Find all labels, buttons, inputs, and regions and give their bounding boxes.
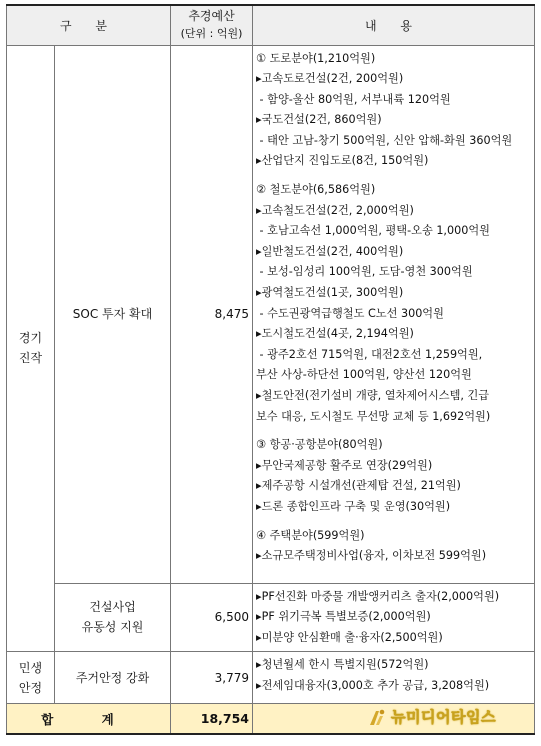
content-line: ▸산업단지 진입도로(8건, 150억원)	[256, 154, 429, 168]
content-line: ③ 항공·공항분야(80억원)	[256, 438, 383, 452]
header-category	[7, 5, 171, 45]
category-livelihood	[7, 652, 55, 704]
content-line: ▸PF선진화 마중물 개발앵커리츠 출자(2,000억원)	[256, 589, 500, 603]
category-livelihood-label: 민생 안정	[18, 660, 43, 695]
header-budget-unit: (단위 : 억원)	[180, 27, 243, 41]
content-line: ▸고속도로건설(2건, 200억원)	[256, 72, 404, 86]
row-construction	[7, 583, 535, 652]
content-line: - 수도권광역급행철도 C노선 300억원	[256, 306, 444, 320]
content-gap	[256, 518, 532, 526]
content-line: ▸도시철도건설(4곳, 2,194억원)	[256, 327, 414, 341]
content-line: ▸미분양 안심환매 출·융자(2,500억원)	[256, 630, 443, 644]
amount-construction: 6,500	[171, 583, 253, 652]
content-gap	[256, 172, 532, 180]
content-construction	[253, 583, 535, 652]
content-line: 보수 대응, 도시철도 무선망 교체 등 1,692억원)	[256, 409, 491, 423]
content-line: - 함양-울산 80억원, 서부내륙 120억원	[256, 92, 451, 106]
subcategory-soc: SOC 투자 확대	[55, 45, 171, 583]
content-line: ④ 주택분야(599억원)	[256, 528, 365, 542]
content-line: ▸광역철도건설(1곳, 300억원)	[256, 286, 404, 300]
header-budget-title: 추경예산	[188, 9, 235, 24]
content-line: ▸전세임대융자(3,000호 추가 공급, 3,208억원)	[256, 678, 490, 692]
content-line: ▸고속철도건설(2건, 2,000억원)	[256, 203, 414, 217]
content-housing	[253, 652, 535, 704]
content-soc	[253, 45, 535, 583]
header-content-label: 내 용	[365, 18, 422, 33]
amount-housing: 3,779	[171, 652, 253, 704]
subcategory-construction-label: 건설사업 유동성 지원	[81, 600, 144, 635]
watermark-logo	[368, 706, 496, 727]
content-line: ▸소규모주택정비사업(융자, 이차보전 599억원)	[256, 549, 487, 563]
content-line: ▸드론 종합인프라 구축 및 운영(30억원)	[256, 499, 451, 513]
subcategory-housing: 주거안정 강화	[55, 652, 171, 704]
header-content	[253, 5, 535, 45]
total-label: 합 계	[7, 704, 171, 734]
header-row	[7, 5, 535, 45]
category-economy-label: 경기 진작	[18, 331, 43, 366]
content-line: ① 도로분야(1,210억원)	[256, 51, 376, 65]
content-line: ▸청년월세 한시 특별지원(572억원)	[256, 658, 429, 672]
content-line: - 보성-임성리 100억원, 도담-영천 300억원	[256, 265, 473, 279]
content-line: ▸국도건설(2건, 860억원)	[256, 113, 382, 127]
content-line: ② 철도분야(6,586억원)	[256, 183, 376, 197]
content-line: ▸철도안전(전기설비 개량, 열차제어시스템, 긴급	[256, 389, 490, 402]
watermark-text: 뉴미디어타임스	[391, 708, 496, 726]
content-line: 부산 사상-하단선 100억원, 양산선 120억원	[256, 368, 472, 382]
content-line: ▸PF 위기극복 특별보증(2,000억원)	[256, 610, 431, 624]
row-soc	[7, 45, 535, 583]
header-budget	[171, 5, 253, 45]
content-line: - 태안 고남-창기 500억원, 신안 압해-화원 360억원	[256, 133, 513, 147]
content-line: - 호남고속선 1,000억원, 평택-오송 1,000억원	[256, 224, 490, 238]
category-economy	[7, 45, 55, 652]
content-gap	[256, 427, 532, 435]
row-housing	[7, 652, 535, 704]
content-line: ▸일반철도건설(2건, 400억원)	[256, 244, 404, 258]
content-line: ▸제주공항 시설개선(관제탑 건설, 21억원)	[256, 479, 461, 493]
header-category-label: 구 분	[60, 18, 117, 33]
amount-soc: 8,475	[171, 45, 253, 583]
content-line: ▸무안국제공항 활주로 연장(29억원)	[256, 458, 433, 472]
content-line: - 광주2호선 715억원, 대전2호선 1,259억원,	[256, 347, 483, 361]
logo-mark-icon	[368, 707, 388, 727]
subcategory-construction	[55, 583, 171, 652]
budget-table	[6, 4, 535, 735]
total-amount: 18,754	[171, 704, 253, 734]
